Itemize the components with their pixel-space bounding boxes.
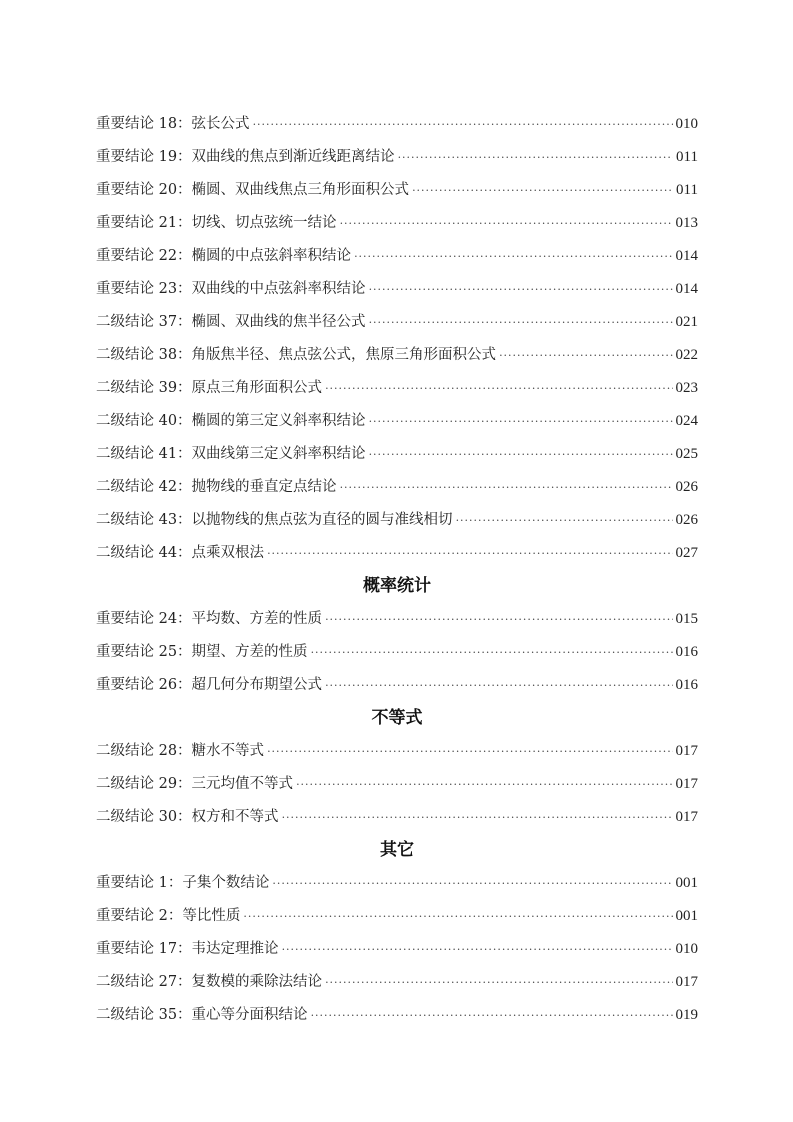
toc-entry[interactable] (96, 603, 698, 636)
toc-entry[interactable] (96, 405, 698, 438)
dot-leader (354, 240, 672, 273)
toc-entry-label: 重要结论 21：切线、切点弦统一结论 (96, 215, 337, 231)
toc-entry-page: 025 (675, 446, 698, 462)
toc-entry-page: 023 (675, 380, 698, 396)
toc-entry-page: 011 (676, 182, 698, 198)
table-of-contents (96, 108, 698, 1032)
dot-leader (340, 471, 673, 504)
dot-leader (267, 735, 672, 768)
toc-entry-label: 重要结论 19：双曲线的焦点到渐近线距离结论 (96, 149, 395, 165)
dot-leader (282, 801, 673, 834)
toc-entry[interactable] (96, 141, 698, 174)
toc-entry-label: 二级结论 29：三元均值不等式 (96, 776, 294, 792)
dot-leader (369, 306, 673, 339)
toc-entry-label: 二级结论 37：椭圆、双曲线的焦半径公式 (96, 314, 366, 330)
toc-entry-label: 二级结论 30：权方和不等式 (96, 809, 279, 825)
toc-entry-label: 重要结论 23：双曲线的中点弦斜率积结论 (96, 281, 366, 297)
toc-entry[interactable] (96, 636, 698, 669)
toc-entry-label: 二级结论 38：角版焦半径、焦点弦公式，焦原三角形面积公式 (96, 347, 497, 363)
dot-leader (296, 768, 672, 801)
toc-entry-page: 017 (675, 809, 698, 825)
toc-entry[interactable] (96, 537, 698, 570)
dot-leader (369, 438, 673, 471)
toc-entry-page: 017 (675, 974, 698, 990)
dot-leader (243, 900, 672, 933)
toc-entry-label: 重要结论 18：弦长公式 (96, 116, 250, 132)
section-heading: 其它 (380, 840, 414, 860)
toc-entry-label: 重要结论 25：期望、方差的性质 (96, 644, 308, 660)
toc-entry-label: 重要结论 26：超几何分布期望公式 (96, 677, 323, 693)
toc-entry-page: 016 (675, 677, 698, 693)
dot-leader (499, 339, 672, 372)
toc-entry-label: 重要结论 24：平均数、方差的性质 (96, 611, 323, 627)
toc-entry[interactable] (96, 174, 698, 207)
toc-entry[interactable] (96, 900, 698, 933)
dot-leader (325, 669, 672, 702)
toc-entry-label: 重要结论 2：等比性质 (96, 908, 241, 924)
toc-entry-label: 重要结论 17：韦达定理推论 (96, 941, 279, 957)
toc-entry-page: 019 (675, 1007, 698, 1023)
toc-entry-page: 001 (675, 908, 698, 924)
toc-entry-page: 016 (675, 644, 698, 660)
dot-leader (325, 603, 672, 636)
toc-entry[interactable] (96, 207, 698, 240)
dot-leader (456, 504, 673, 537)
toc-entry[interactable] (96, 240, 698, 273)
toc-entry[interactable] (96, 273, 698, 306)
toc-entry-label: 二级结论 44：点乘双根法 (96, 545, 265, 561)
toc-entry-label: 二级结论 40：椭圆的第三定义斜率积结论 (96, 413, 366, 429)
section-heading: 概率统计 (363, 576, 431, 596)
toc-entry[interactable] (96, 306, 698, 339)
dot-leader (267, 537, 672, 570)
toc-entry-page: 011 (676, 149, 698, 165)
toc-entry[interactable] (96, 867, 698, 900)
toc-entry-label: 二级结论 28：糖水不等式 (96, 743, 265, 759)
dot-leader (340, 207, 673, 240)
dot-leader (253, 108, 673, 141)
toc-entry-page: 013 (675, 215, 698, 231)
toc-entry[interactable] (96, 471, 698, 504)
toc-entry-page: 027 (675, 545, 698, 561)
dot-leader (282, 933, 673, 966)
dot-leader (311, 636, 673, 669)
dot-leader (398, 141, 673, 174)
toc-entry[interactable] (96, 504, 698, 537)
toc-entry-page: 024 (675, 413, 698, 429)
toc-entry-page: 001 (675, 875, 698, 891)
toc-entry-label: 二级结论 43：以抛物线的焦点弦为直径的圆与准线相切 (96, 512, 453, 528)
toc-entry-label: 二级结论 27：复数模的乘除法结论 (96, 974, 323, 990)
toc-entry-page: 015 (675, 611, 698, 627)
toc-entry-page: 026 (675, 512, 698, 528)
dot-leader (369, 273, 673, 306)
toc-entry[interactable] (96, 735, 698, 768)
toc-entry[interactable] (96, 372, 698, 405)
toc-entry-page: 026 (675, 479, 698, 495)
toc-entry-label: 重要结论 22：椭圆的中点弦斜率积结论 (96, 248, 352, 264)
dot-leader (369, 405, 673, 438)
toc-entry-page: 017 (675, 743, 698, 759)
toc-entry-page: 021 (675, 314, 698, 330)
toc-entry[interactable] (96, 768, 698, 801)
toc-entry-page: 010 (675, 941, 698, 957)
toc-entry-page: 022 (675, 347, 698, 363)
dot-leader (311, 999, 673, 1032)
dot-leader (325, 966, 672, 999)
toc-entry[interactable] (96, 108, 698, 141)
toc-entry[interactable] (96, 999, 698, 1032)
toc-entry[interactable] (96, 339, 698, 372)
toc-entry-label: 二级结论 35：重心等分面积结论 (96, 1007, 308, 1023)
dot-leader (272, 867, 672, 900)
toc-entry-label: 重要结论 20：椭圆、双曲线焦点三角形面积公式 (96, 182, 410, 198)
dot-leader (325, 372, 672, 405)
toc-entry[interactable] (96, 966, 698, 999)
toc-entry[interactable] (96, 801, 698, 834)
toc-entry[interactable] (96, 438, 698, 471)
toc-entry-page: 014 (675, 281, 698, 297)
toc-entry-label: 二级结论 39：原点三角形面积公式 (96, 380, 323, 396)
toc-entry-label: 二级结论 41：双曲线第三定义斜率积结论 (96, 446, 366, 462)
toc-entry-label: 重要结论 1：子集个数结论 (96, 875, 270, 891)
toc-entry[interactable] (96, 933, 698, 966)
toc-entry-page: 017 (675, 776, 698, 792)
toc-entry-page: 014 (675, 248, 698, 264)
toc-entry[interactable] (96, 669, 698, 702)
section-heading: 不等式 (371, 708, 423, 728)
toc-entry-page: 010 (675, 116, 698, 132)
dot-leader (412, 174, 673, 207)
toc-entry-label: 二级结论 42：抛物线的垂直定点结论 (96, 479, 337, 495)
